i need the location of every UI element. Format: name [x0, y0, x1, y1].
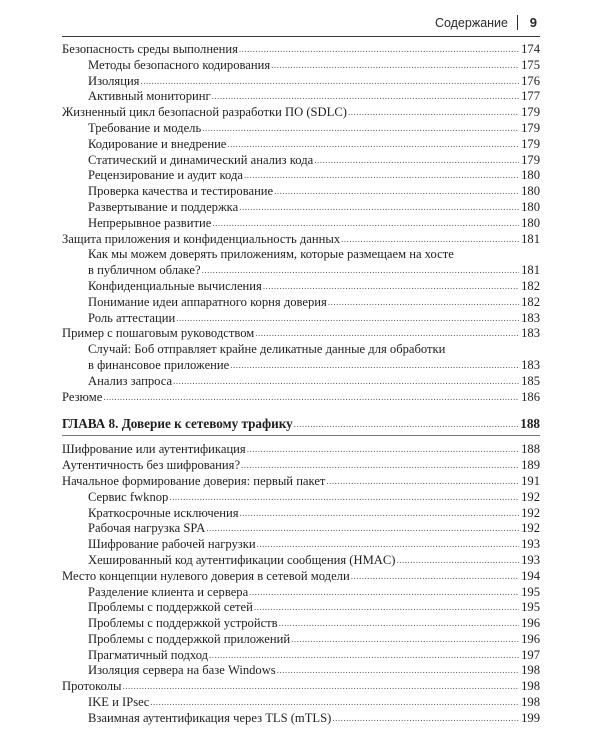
toc-entry[interactable]	[62, 390, 540, 406]
dot-leader	[328, 295, 519, 311]
entry-page: 196	[521, 631, 540, 646]
entry-page: 183	[521, 326, 540, 341]
toc-entry[interactable]	[62, 632, 540, 648]
entry-page: 199	[521, 710, 540, 725]
entry-page: 182	[521, 294, 540, 309]
entry-page: 194	[521, 568, 540, 583]
table-of-contents	[62, 42, 540, 727]
entry-title: Рабочая нагрузка SPA	[88, 521, 206, 536]
entry-page: 179	[521, 152, 540, 167]
entry-page: 182	[521, 278, 540, 293]
toc-entry-continuation[interactable]	[62, 358, 540, 374]
dot-leader	[254, 600, 519, 616]
toc-entry[interactable]	[62, 216, 540, 232]
dot-leader	[274, 184, 519, 200]
entry-title: Развертывание и поддержка	[88, 199, 239, 214]
entry-page: 181	[521, 263, 540, 278]
toc-entry[interactable]	[62, 648, 540, 664]
dot-leader	[277, 663, 519, 679]
header-title: Содержание	[434, 16, 508, 30]
entry-title: Анализ запроса	[88, 373, 173, 388]
entry-page: 180	[521, 215, 540, 230]
entry-title: Роль аттестации	[88, 310, 176, 325]
toc-entry[interactable]	[62, 326, 540, 342]
entry-title: Хешированный код аутентификации сообщения (HMAC)	[88, 552, 396, 567]
entry-title: Прагматичный подход	[88, 647, 209, 662]
toc-entry-continuation[interactable]	[62, 263, 540, 279]
dot-leader	[140, 74, 519, 90]
toc-entry[interactable]	[62, 279, 540, 295]
entry-title: Безопасность среды выполнения	[62, 42, 238, 56]
toc-entry[interactable]	[62, 458, 540, 474]
entry-title: Краткосрочные исключения	[88, 505, 239, 520]
toc-entry[interactable]	[62, 74, 540, 90]
dot-leader	[169, 490, 519, 506]
entry-page: 174	[521, 42, 540, 56]
dot-leader	[230, 358, 519, 374]
toc-entry[interactable]	[62, 232, 540, 248]
toc-entry[interactable]	[62, 490, 540, 506]
entry-title: Конфиденциальные вычисления	[88, 278, 262, 293]
dot-leader	[294, 416, 519, 433]
dot-leader	[244, 168, 519, 184]
entry-page: 175	[521, 57, 540, 72]
toc-entry[interactable]	[62, 474, 540, 490]
toc-entry[interactable]	[62, 585, 540, 601]
entry-title: Шифрование или аутентификация	[62, 442, 246, 457]
toc-entry[interactable]	[62, 153, 540, 169]
toc-entry[interactable]	[62, 168, 540, 184]
entry-title-continuation: в публичном облаке?	[88, 263, 201, 278]
dot-leader	[240, 506, 519, 522]
entry-title: Жизненный цикл безопасной разработки ПО (SDLC)	[62, 105, 347, 120]
chapter-title: ГЛАВА 8. Доверие к сетевому трафику	[62, 416, 293, 432]
dot-leader	[150, 695, 519, 711]
dot-leader	[348, 105, 519, 121]
entry-page: 195	[521, 584, 540, 599]
toc-entry[interactable]	[62, 537, 540, 553]
dot-leader	[291, 632, 519, 648]
dot-leader	[351, 569, 519, 585]
dot-leader	[332, 711, 519, 727]
entry-title: Защита приложения и конфиденциальность данных	[62, 231, 341, 246]
entry-title: Аутентичность без шифрования?	[62, 458, 241, 473]
section-gap	[62, 405, 540, 415]
dot-leader	[341, 232, 519, 248]
toc-entry[interactable]	[62, 679, 540, 695]
entry-page: 179	[521, 120, 540, 135]
entry-title: Методы безопасного кодирования	[88, 57, 271, 72]
entry-title: IKE и IPsec	[88, 695, 150, 710]
chapter-rule	[62, 435, 540, 436]
entry-page: 188	[521, 442, 540, 457]
entry-title: Протоколы	[62, 679, 122, 694]
toc-entry[interactable]	[62, 247, 540, 263]
toc-entry[interactable]	[62, 342, 540, 358]
toc-entry[interactable]	[62, 89, 540, 105]
dot-leader	[103, 390, 519, 406]
toc-entry[interactable]	[62, 184, 540, 200]
entry-page: 193	[521, 537, 540, 552]
entry-page: 185	[521, 373, 540, 388]
entry-title: Проблемы с поддержкой устройств	[88, 616, 278, 631]
header-page-number: 9	[529, 15, 537, 30]
dot-leader	[249, 585, 519, 601]
entry-title: Проверка качества и тестирование	[88, 184, 274, 199]
dot-leader	[202, 263, 519, 279]
dot-leader	[176, 311, 519, 327]
entry-title: Статический и динамический анализ кода	[88, 152, 314, 167]
chapter-page: 188	[520, 416, 540, 432]
entry-page: 195	[521, 600, 540, 615]
dot-leader	[247, 442, 519, 458]
entry-page: 196	[521, 616, 540, 631]
dot-leader	[239, 200, 519, 216]
toc-entry[interactable]	[62, 616, 540, 632]
dot-leader	[255, 326, 519, 342]
dot-leader	[326, 474, 519, 490]
dot-leader	[396, 553, 519, 569]
toc-section-after	[62, 442, 540, 726]
entry-page: 192	[521, 489, 540, 504]
toc-entry[interactable]	[62, 569, 540, 585]
toc-entry[interactable]	[62, 600, 540, 616]
entry-page: 179	[521, 105, 540, 120]
entry-title: Сервис fwknop	[88, 489, 169, 504]
entry-page: 192	[521, 505, 540, 520]
dot-leader	[239, 42, 519, 58]
toc-entry[interactable]	[62, 121, 540, 137]
entry-page: 197	[521, 647, 540, 662]
dot-leader	[227, 137, 519, 153]
entry-page: 179	[521, 136, 540, 151]
entry-page: 177	[521, 89, 540, 104]
entry-title: Рецензирование и аудит кода	[88, 168, 243, 183]
entry-title: Разделение клиента и сервера	[88, 584, 249, 599]
entry-title: Изоляция сервера на базе Windows	[88, 663, 276, 678]
dot-leader	[202, 121, 519, 137]
toc-entry[interactable]	[62, 105, 540, 121]
toc-entry[interactable]	[62, 200, 540, 216]
toc-entry[interactable]	[62, 42, 540, 58]
entry-page: 192	[521, 521, 540, 536]
entry-title: Проблемы с поддержкой приложений	[88, 631, 291, 646]
entry-page: 186	[521, 389, 540, 404]
entry-title: Место концепции нулевого доверия в сетевой модели	[62, 568, 350, 583]
toc-entry[interactable]	[62, 311, 540, 327]
toc-entry[interactable]	[62, 58, 540, 74]
toc-entry[interactable]	[62, 711, 540, 727]
entry-title: Кодирование и внедрение	[88, 136, 227, 151]
dot-leader	[209, 648, 519, 664]
entry-page: 180	[521, 184, 540, 199]
toc-section-before	[62, 42, 540, 405]
entry-title: Взаимная аутентификация через TLS (mTLS)	[88, 710, 332, 725]
header-separator	[517, 15, 518, 30]
entry-title: Начальное формирование доверия: первый пакет	[62, 473, 326, 488]
dot-leader	[241, 458, 519, 474]
toc-entry[interactable]	[62, 374, 540, 390]
entry-title: Как мы можем доверять приложениям, которые размещаем на хосте	[88, 247, 454, 262]
entry-page: 198	[521, 663, 540, 678]
toc-entry[interactable]	[62, 295, 540, 311]
dot-leader	[279, 616, 519, 632]
entry-title: Случай: Боб отправляет крайне деликатные данные для обработки	[88, 342, 446, 357]
entry-title: Требование и модель	[88, 120, 202, 135]
entry-title: Пример с пошаговым руководством	[62, 326, 255, 341]
dot-leader	[271, 58, 519, 74]
entry-page: 181	[521, 231, 540, 246]
toc-entry[interactable]	[62, 137, 540, 153]
entry-page: 183	[521, 310, 540, 325]
entry-page: 193	[521, 552, 540, 567]
entry-page: 176	[521, 73, 540, 88]
toc-entry[interactable]	[62, 521, 540, 537]
entry-title: Изоляция	[88, 73, 140, 88]
dot-leader	[173, 374, 519, 390]
entry-title: Проблемы с поддержкой сетей	[88, 600, 253, 615]
entry-page: 198	[521, 679, 540, 694]
entry-page: 180	[521, 168, 540, 183]
entry-page: 191	[521, 473, 540, 488]
dot-leader	[206, 521, 519, 537]
entry-title: Понимание идеи аппаратного корня доверия	[88, 294, 327, 309]
toc-entry[interactable]	[62, 695, 540, 711]
entry-title: Резюме	[62, 389, 103, 404]
entry-page: 183	[521, 357, 540, 372]
entry-title-continuation: в финансовое приложение	[88, 357, 230, 372]
dot-leader	[212, 216, 519, 232]
dot-leader	[314, 153, 519, 169]
toc-entry[interactable]	[62, 506, 540, 522]
toc-entry[interactable]	[62, 553, 540, 569]
entry-page: 180	[521, 199, 540, 214]
dot-leader	[263, 279, 519, 295]
running-header	[62, 12, 540, 37]
entry-title: Непрерывное развитие	[88, 215, 212, 230]
dot-leader	[123, 679, 519, 695]
dot-leader	[212, 89, 519, 105]
toc-entry[interactable]	[62, 663, 540, 679]
dot-leader	[257, 537, 519, 553]
entry-title: Активный мониторинг	[88, 89, 211, 104]
chapter-heading[interactable]	[62, 415, 540, 432]
toc-entry[interactable]	[62, 442, 540, 458]
entry-page: 198	[521, 695, 540, 710]
entry-page: 189	[521, 458, 540, 473]
entry-title: Шифрование рабочей нагрузки	[88, 537, 256, 552]
